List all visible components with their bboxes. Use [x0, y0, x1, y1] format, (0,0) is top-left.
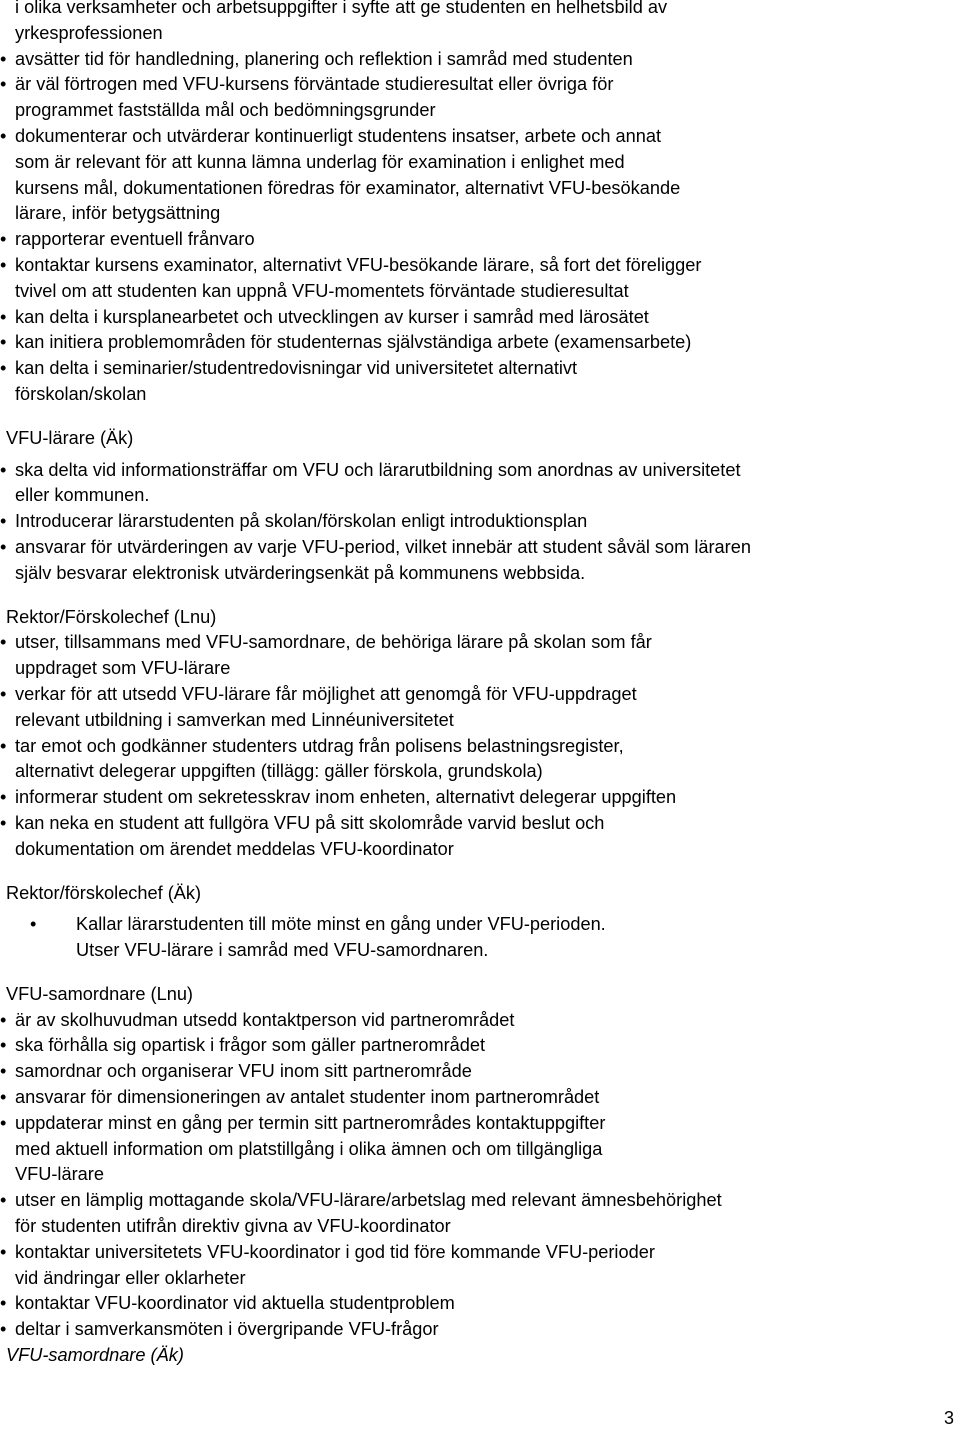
list-item [0, 382, 960, 408]
list-item [0, 124, 960, 150]
bullet-icon: • [0, 1035, 7, 1056]
list-item [0, 535, 960, 561]
heading-samordnare-lnu: VFU-samordnare (Lnu) [6, 983, 193, 1004]
list-item-line: tar emot och godkänner studenters utdrag från polisens belastningsregister, [15, 735, 624, 756]
bullet-icon: • [0, 332, 7, 353]
list-item-line: dokumentation om ärendet meddelas VFU-koordinator [15, 838, 454, 859]
list-item-line: Introducerar lärarstudenten på skolan/förskolan enligt introduktionsplan [15, 511, 588, 532]
heading-vfu-larare: VFU-lärare (Äk) [6, 427, 134, 448]
list-item [0, 708, 960, 734]
list-item [0, 630, 960, 656]
list-item [0, 682, 960, 708]
list-item-line: lärare, inför betygsättning [15, 203, 221, 224]
list-item [0, 912, 960, 938]
list-item [0, 21, 960, 47]
list-item [0, 176, 960, 202]
list-item [0, 1291, 960, 1317]
bullet-icon: • [0, 254, 7, 275]
list-item [0, 509, 960, 535]
list-item-line: samordnar och organiserar VFU inom sitt partnerområde [15, 1061, 472, 1082]
page-number: 3 [943, 1408, 954, 1429]
list-item [0, 253, 960, 279]
list-item-line: kan delta i kursplanearbetet och utvecklingen av kurser i samråd med lärosätet [15, 306, 649, 327]
samordnare-lnu-list [0, 1008, 960, 1343]
list-item [0, 1240, 960, 1266]
list-item [0, 837, 960, 863]
list-item-line: deltar i samverkansmöten i övergripande VFU-frågor [15, 1319, 439, 1340]
list-item-line: uppdaterar minst en gång per termin sitt partnerområdes kontaktuppgifter [15, 1112, 606, 1133]
list-item [0, 1214, 960, 1240]
list-item [0, 279, 960, 305]
bullet-icon [0, 656, 15, 682]
bullet-icon: • [0, 1293, 7, 1314]
list-item-line: informerar student om sekretesskrav inom enheten, alternativt delegerar uppgiften [15, 787, 677, 808]
bullet-icon [0, 279, 15, 305]
list-item [0, 1111, 960, 1137]
list-item-line: VFU-lärare [15, 1164, 104, 1185]
list-item-line: kontaktar VFU-koordinator vid aktuella studentproblem [15, 1293, 455, 1314]
list-item [0, 72, 960, 98]
list-item-line: alternativt delegerar uppgiften (tillägg: gäller förskola, grundskola) [15, 761, 543, 782]
list-item-line: kan delta i seminarier/studentredovisningar vid universitetet alternativt [15, 358, 578, 379]
bullet-icon: • [0, 632, 7, 653]
list-item [0, 561, 960, 587]
list-item-line: ansvarar för utvärderingen av varje VFU-period, vilket innebär att student såväl som läraren [15, 536, 751, 557]
bullet-icon [0, 98, 15, 124]
list-item-line: med aktuell information om platstillgång i olika ämnen och om tillgängliga [15, 1138, 603, 1159]
bullet-icon [0, 1266, 15, 1292]
heading-rektor-ak: Rektor/förskolechef (Äk) [6, 882, 202, 903]
list-item-line: för studenten utifrån direktiv givna av VFU-koordinator [15, 1216, 451, 1237]
bullet-icon [0, 21, 15, 47]
list-item [0, 734, 960, 760]
bullet-icon: • [0, 683, 7, 704]
list-item [0, 227, 960, 253]
bullet-icon: • [30, 914, 37, 935]
bullet-icon [30, 938, 76, 964]
list-item [0, 1266, 960, 1292]
bullet-icon [0, 150, 15, 176]
list-item-line: kursens mål, dokumentationen föredras för examinator, alternativt VFU-besökande [15, 177, 681, 198]
rektor-ak-list [0, 912, 960, 964]
vfu-larare-list [0, 458, 960, 587]
list-item [0, 759, 960, 785]
bullet-icon [0, 708, 15, 734]
intro-list [0, 0, 960, 408]
list-item-line: uppdraget som VFU-lärare [15, 658, 231, 679]
bullet-icon [0, 176, 15, 202]
bullet-icon: • [0, 787, 7, 808]
list-item-line: eller kommunen. [15, 485, 150, 506]
list-item [0, 150, 960, 176]
list-item [0, 1008, 960, 1034]
list-item-line: är väl förtrogen med VFU-kursens förväntade studieresultat eller övriga för [15, 74, 614, 95]
list-item-line: dokumenterar och utvärderar kontinuerligt studentens insatser, arbete och annat [15, 125, 662, 146]
list-item [0, 1085, 960, 1111]
list-item [0, 330, 960, 356]
list-item-line: kan initiera problemområden för studenternas självständiga arbete (examensarbete) [15, 332, 692, 353]
list-item [0, 458, 960, 484]
list-item-line: ansvarar för dimensioneringen av antalet studenter inom partnerområdet [15, 1087, 600, 1108]
bullet-icon [0, 1162, 15, 1188]
heading-rektor-lnu: Rektor/Förskolechef (Lnu) [6, 606, 217, 627]
list-item-line: rapporterar eventuell frånvaro [15, 229, 255, 250]
list-item-line: själv besvarar elektronisk utvärderingsenkät på kommunens webbsida. [15, 562, 586, 583]
list-item-line: utser, tillsammans med VFU-samordnare, de behöriga lärare på skolan som får [15, 632, 652, 653]
bullet-icon: • [0, 735, 7, 756]
list-item [0, 483, 960, 509]
heading-samordnare-ak: VFU-samordnare (Äk) [6, 1345, 184, 1366]
bullet-icon [0, 201, 15, 227]
list-item [0, 656, 960, 682]
bullet-icon: • [0, 1190, 7, 1211]
list-item [0, 305, 960, 331]
list-item-line: utser en lämplig mottagande skola/VFU-lärare/arbetslag med relevant ämnesbehörighet [15, 1190, 722, 1211]
bullet-icon [0, 382, 15, 408]
bullet-icon: • [0, 358, 7, 379]
list-item-line: är av skolhuvudman utsedd kontaktperson vid partnerområdet [15, 1009, 515, 1030]
bullet-icon: • [0, 1112, 7, 1133]
bullet-icon: • [0, 74, 7, 95]
list-item-line: förskolan/skolan [15, 383, 147, 404]
list-item-line: relevant utbildning i samverkan med Linnéuniversitetet [15, 709, 454, 730]
list-item-line: programmet fastställda mål och bedömningsgrunder [15, 100, 436, 121]
bullet-icon [0, 483, 15, 509]
bullet-icon: • [0, 125, 7, 146]
list-item-line: tvivel om att studenten kan uppnå VFU-momentets förväntade studieresultat [15, 280, 629, 301]
bullet-icon: • [0, 812, 7, 833]
list-item [0, 1059, 960, 1085]
bullet-icon: • [0, 1061, 7, 1082]
list-item-line: Kallar lärarstudenten till möte minst en gång under VFU-perioden. [76, 914, 606, 935]
list-item [0, 1137, 960, 1163]
bullet-icon: • [0, 536, 7, 557]
list-item [0, 356, 960, 382]
bullet-icon: • [0, 1241, 7, 1262]
bullet-icon: • [0, 229, 7, 250]
bullet-icon [0, 561, 15, 587]
bullet-icon: • [0, 511, 7, 532]
rektor-lnu-list [0, 630, 960, 862]
list-item [0, 201, 960, 227]
list-item-line: i olika verksamheter och arbetsuppgifter i syfte att ge studenten en helhetsbild av [15, 0, 668, 17]
bullet-icon: • [0, 1087, 7, 1108]
bullet-icon [0, 1137, 15, 1163]
list-item-line: kan neka en student att fullgöra VFU på sitt skolområde varvid beslut och [15, 812, 605, 833]
bullet-icon: • [0, 1319, 7, 1340]
list-item-line: som är relevant för att kunna lämna underlag för examination i enlighet med [15, 151, 625, 172]
list-item [0, 0, 960, 21]
list-item [0, 938, 960, 964]
list-item [0, 98, 960, 124]
list-item-line: verkar för att utsedd VFU-lärare får möjlighet att genomgå för VFU-uppdraget [15, 683, 637, 704]
list-item-line: ska delta vid informationsträffar om VFU och lärarutbildning som anordnas av universitetet [15, 459, 741, 480]
list-item [0, 1162, 960, 1188]
list-item-line: kontaktar kursens examinator, alternativt VFU-besökande lärare, så fort det föreligger [15, 254, 702, 275]
bullet-icon: • [0, 1009, 7, 1030]
bullet-icon [0, 837, 15, 863]
list-item [0, 1317, 960, 1343]
bullet-icon [0, 0, 15, 21]
list-item-line: yrkesprofessionen [15, 22, 163, 43]
list-item [0, 1033, 960, 1059]
bullet-icon [0, 759, 15, 785]
list-item [0, 47, 960, 73]
bullet-icon: • [0, 306, 7, 327]
list-item [0, 1188, 960, 1214]
list-item-line: ska förhålla sig opartisk i frågor som gäller partnerområdet [15, 1035, 486, 1056]
list-item-line: avsätter tid för handledning, planering och reflektion i samråd med studenten [15, 48, 633, 69]
bullet-icon: • [0, 459, 7, 480]
list-item [0, 785, 960, 811]
list-item-line: Utser VFU-lärare i samråd med VFU-samordnaren. [76, 940, 489, 961]
list-item-line: kontaktar universitetets VFU-koordinator i god tid före kommande VFU-perioder [15, 1241, 655, 1262]
list-item-line: vid ändringar eller oklarheter [15, 1267, 246, 1288]
bullet-icon [0, 1214, 15, 1240]
list-item [0, 811, 960, 837]
bullet-icon: • [0, 48, 7, 69]
